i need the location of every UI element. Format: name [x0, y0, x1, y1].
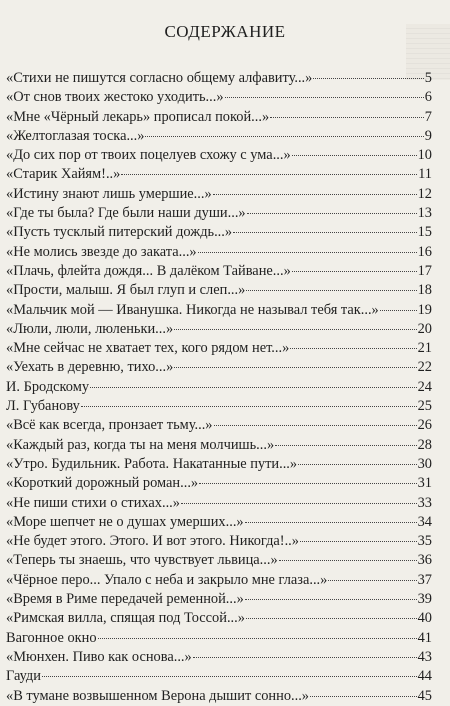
toc-entry-page: 10	[417, 147, 432, 164]
toc-entry-title: «Истину знают лишь умершие...»	[6, 185, 212, 202]
toc-entry	[6, 69, 432, 88]
toc-entry	[6, 358, 432, 377]
toc-entry	[6, 108, 432, 127]
toc-entry-page: 22	[417, 359, 432, 376]
toc-entry-page: 36	[417, 552, 432, 569]
toc-entry	[6, 223, 432, 242]
toc-entry	[6, 474, 432, 493]
toc-entry	[6, 609, 432, 628]
dot-leader	[181, 503, 417, 504]
toc-entry-title: «Время в Риме передачей ременной...»	[6, 591, 244, 608]
toc-entry-page: 24	[417, 378, 432, 395]
dot-leader	[380, 310, 417, 311]
toc-entry	[6, 281, 432, 300]
toc-entry	[6, 320, 432, 339]
toc-entry-title: «Не молись звезде до заката...»	[6, 243, 197, 260]
dot-leader	[246, 290, 416, 291]
toc-entry-page: 44	[417, 668, 432, 685]
toc-entry	[6, 378, 432, 397]
toc-entry-title: «Желтоглазая тоска...»	[6, 127, 145, 144]
toc-entry	[6, 88, 432, 107]
toc-entry	[6, 629, 432, 648]
dot-leader	[247, 213, 417, 214]
toc-entry	[6, 648, 432, 667]
toc-entry-title: «Не будет этого. Этого. И вот этого. Никогда!..»	[6, 533, 299, 550]
toc-entry-page: 41	[417, 629, 432, 646]
dot-leader	[199, 483, 416, 484]
toc-entry-page: 21	[417, 340, 432, 357]
toc-entry-title: «Мюнхен. Пиво как основа...»	[6, 648, 192, 665]
dot-leader	[292, 271, 417, 272]
toc-entry	[6, 397, 432, 416]
toc-entry-page: 15	[417, 224, 432, 241]
toc-entry-title: «Короткий дорожный роман...»	[6, 475, 199, 492]
dot-leader	[270, 117, 424, 118]
toc-entry-page: 45	[417, 687, 432, 704]
toc-entry-title: «Пусть тусклый питерский дождь...»	[6, 224, 233, 241]
toc-entry-title: «Люли, люли, люленьки...»	[6, 320, 174, 337]
dot-leader	[90, 387, 417, 388]
toc-entry-title: «Мне сейчас не хватает тех, кого рядом нет...»	[6, 340, 290, 357]
page-title: СОДЕРЖАНИЕ	[164, 22, 286, 41]
toc-entry	[6, 436, 432, 455]
dot-leader	[313, 78, 423, 79]
toc-entry	[6, 127, 432, 146]
dot-leader	[300, 541, 417, 542]
toc-entry-page: 33	[417, 494, 432, 511]
toc-entry-title: «Не пиши стихи о стихах...»	[6, 494, 180, 511]
dot-leader	[193, 657, 417, 658]
toc-entry-page: 34	[417, 513, 432, 530]
toc-entry-page: 25	[417, 398, 432, 415]
toc-entry-title: «Уехать в деревню, тихо...»	[6, 359, 174, 376]
dot-leader	[279, 560, 417, 561]
toc-entry-page: 13	[417, 205, 432, 222]
toc-entry-title: Гауди	[6, 668, 41, 685]
toc-entry-page: 17	[417, 262, 432, 279]
toc-entry	[6, 667, 432, 686]
toc-entry-title: «Утро. Будильник. Работа. Накатанные пути...»	[6, 455, 298, 472]
toc-entry-title: «Прости, малыш. Я был глуп и слеп...»	[6, 282, 246, 299]
toc-entry-title: «Мне «Чёрный лекарь» прописал покой...»	[6, 108, 270, 125]
dot-leader	[81, 406, 417, 407]
dot-leader	[121, 174, 417, 175]
toc-entry-page: 19	[417, 301, 432, 318]
toc-entry	[6, 571, 432, 590]
toc-entry-title: Вагонное окно	[6, 629, 97, 646]
dot-leader	[98, 638, 417, 639]
toc-entry	[6, 243, 432, 262]
toc-entry-title: «Римская вилла, спящая под Тоссой...»	[6, 610, 245, 627]
dot-leader	[214, 425, 417, 426]
toc-entry-page: 37	[417, 571, 432, 588]
toc-entry	[6, 455, 432, 474]
toc-entry	[6, 204, 432, 223]
dot-leader	[298, 464, 417, 465]
toc-entry-title: «Мальчик мой — Иванушка. Никогда не называл тебя так...»	[6, 301, 379, 318]
toc-entry-title: «Каждый раз, когда ты на меня молчишь...»	[6, 436, 275, 453]
toc-entry-page: 16	[417, 243, 432, 260]
dot-leader	[310, 696, 417, 697]
toc-entry-title: «Теперь ты знаешь, что чувствует львица...»	[6, 552, 278, 569]
toc-entry	[6, 494, 432, 513]
toc-entry	[6, 416, 432, 435]
toc-entry-page: 20	[417, 320, 432, 337]
dot-leader	[245, 522, 417, 523]
toc-entry	[6, 146, 432, 165]
dot-leader	[245, 599, 417, 600]
toc-entry-title: «Море шепчет не о душах умерших...»	[6, 513, 244, 530]
dot-leader	[328, 580, 416, 581]
toc-entry	[6, 185, 432, 204]
toc-entry	[6, 339, 432, 358]
dot-leader	[213, 194, 417, 195]
toc-entry	[6, 551, 432, 570]
dot-leader	[292, 155, 417, 156]
toc-entry-page: 30	[417, 455, 432, 472]
dot-leader	[233, 232, 417, 233]
toc-entry-title: «Плачь, флейта дождя... В далёком Тайване...»	[6, 262, 291, 279]
dot-leader	[145, 136, 423, 137]
toc-entry-title: «До сих пор от твоих поцелуев схожу с ума...»	[6, 147, 291, 164]
toc-entry-title: «Старик Хайям!..»	[6, 166, 121, 183]
toc-entry-page: 35	[417, 533, 432, 550]
toc-entry-page: 39	[417, 591, 432, 608]
toc-entry-page: 9	[424, 127, 432, 144]
toc-entry-page: 43	[417, 648, 432, 665]
dot-leader	[174, 329, 416, 330]
toc-entry	[6, 262, 432, 281]
table-of-contents	[6, 69, 432, 706]
dot-leader	[275, 445, 416, 446]
toc-entry-page: 11	[418, 166, 432, 183]
toc-entry-page: 5	[424, 70, 432, 86]
dot-leader	[246, 618, 417, 619]
toc-entry-page: 12	[417, 185, 432, 202]
dot-leader	[225, 97, 424, 98]
toc-entry-title: «Всё как всегда, пронзает тьму...»	[6, 417, 213, 434]
toc-entry-page: 26	[417, 417, 432, 434]
toc-entry-page: 7	[424, 108, 432, 125]
toc-entry-page: 6	[424, 89, 432, 106]
toc-entry	[6, 590, 432, 609]
toc-entry-title: «В тумане возвышенном Верона дышит сонно...»	[6, 687, 310, 704]
toc-entry-page: 40	[417, 610, 432, 627]
toc-entry-title: «Где ты была? Где были наши души...»	[6, 205, 246, 222]
toc-entry	[6, 165, 432, 184]
toc-entry-page: 31	[417, 475, 432, 492]
toc-entry-page: 18	[417, 282, 432, 299]
toc-entry-title: «От снов твоих жестоко уходить...»	[6, 89, 224, 106]
toc-entry	[6, 513, 432, 532]
dot-leader	[174, 367, 416, 368]
toc-entry	[6, 301, 432, 320]
dot-leader	[290, 348, 416, 349]
toc-entry	[6, 532, 432, 551]
dot-leader	[198, 252, 417, 253]
toc-entry-title: «Стихи не пишутся согласно общему алфавиту...»	[6, 70, 313, 86]
toc-entry	[6, 687, 432, 706]
toc-entry-page: 28	[417, 436, 432, 453]
toc-entry-title: «Чёрное перо... Упало с неба и закрыло мне глаза...»	[6, 571, 328, 588]
dot-leader	[42, 676, 417, 677]
toc-entry-title: Л. Губанову	[6, 398, 80, 415]
toc-entry-title: И. Бродскому	[6, 378, 90, 395]
